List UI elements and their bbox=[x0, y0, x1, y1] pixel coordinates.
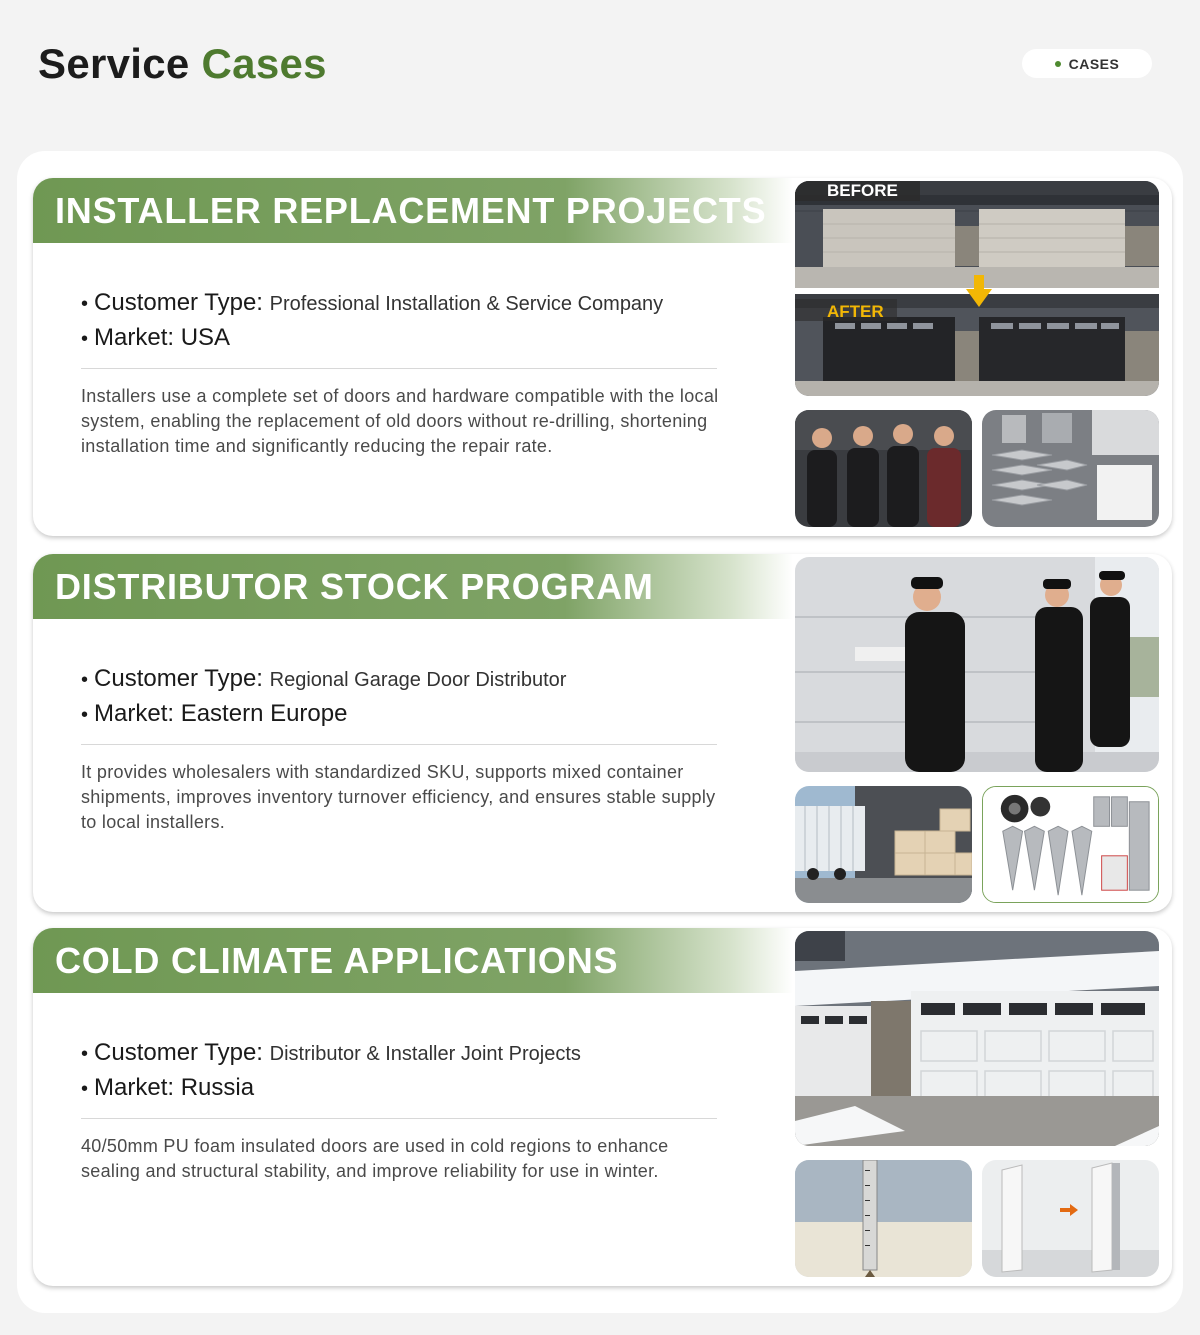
case-info bbox=[81, 286, 721, 356]
cases-badge bbox=[1022, 49, 1152, 78]
page-title-main: Service bbox=[38, 40, 190, 87]
after-label: AFTER bbox=[827, 302, 884, 321]
case-description: It provides wholesalers with standardized SKU, supports mixed container shipments, improves inventory turnover efficiency, and ensures stable supply to local installers. bbox=[81, 762, 716, 832]
case-title: DISTRIBUTOR STOCK PROGRAM bbox=[55, 566, 654, 607]
customer-type-value: Regional Garage Door Distributor bbox=[269, 669, 567, 691]
market-line: • Market: USA bbox=[81, 324, 231, 351]
case-header bbox=[33, 554, 793, 619]
container-warehouse-photo bbox=[795, 786, 972, 903]
customer-type-label: Customer Type: bbox=[94, 665, 263, 692]
case-info bbox=[81, 1036, 721, 1106]
customer-type-label: Customer Type: bbox=[94, 289, 263, 316]
customer-type-line: • Customer Type: Regional Garage Door Distributor bbox=[81, 665, 567, 692]
customer-type-value: Distributor & Installer Joint Projects bbox=[269, 1043, 581, 1065]
page-title-accent: Cases bbox=[201, 40, 327, 87]
case-header bbox=[33, 928, 793, 993]
market-label: Market: Russia bbox=[94, 1074, 255, 1101]
hardware-parts-photo bbox=[982, 410, 1159, 527]
market-label: Market: USA bbox=[94, 324, 231, 351]
divider bbox=[81, 1118, 717, 1119]
market-line: • Market: Eastern Europe bbox=[81, 700, 348, 727]
case-info bbox=[81, 662, 721, 732]
installers-working-photo bbox=[795, 557, 1159, 772]
customer-type-line: • Customer Type: Distributor & Installer Joint Projects bbox=[81, 1039, 581, 1066]
case-card-cold-climate bbox=[33, 928, 1172, 1286]
case-card-distributor bbox=[33, 554, 1172, 912]
market-label: Market: Eastern Europe bbox=[94, 700, 348, 727]
foam-thickness-photo bbox=[795, 1160, 972, 1277]
before-label: BEFORE bbox=[827, 181, 898, 200]
snowy-garage-photo bbox=[795, 931, 1159, 1146]
badge-dot-icon bbox=[1055, 61, 1061, 67]
installer-team-photo bbox=[795, 410, 972, 527]
case-description: 40/50mm PU foam insulated doors are used in cold regions to enhance sealing and structural stability, and improve reliability for use in winter. bbox=[81, 1136, 669, 1181]
hardware-kit-photo bbox=[982, 786, 1159, 903]
case-card-installer bbox=[33, 178, 1172, 536]
case-title: INSTALLER REPLACEMENT PROJECTS bbox=[55, 190, 767, 231]
divider bbox=[81, 744, 717, 745]
page-title bbox=[38, 40, 327, 88]
customer-type-value: Professional Installation & Service Company bbox=[269, 293, 664, 315]
case-header bbox=[33, 178, 793, 243]
customer-type-line: • Customer Type: Professional Installation & Service Company bbox=[81, 289, 664, 316]
market-line: • Market: Russia bbox=[81, 1074, 255, 1101]
case-title: COLD CLIMATE APPLICATIONS bbox=[55, 940, 619, 981]
before-after-photo bbox=[795, 181, 1159, 396]
panel-cross-section-photo bbox=[982, 1160, 1159, 1277]
divider bbox=[81, 368, 717, 369]
customer-type-label: Customer Type: bbox=[94, 1039, 263, 1066]
badge-label: CASES bbox=[1068, 55, 1120, 72]
case-description: Installers use a complete set of doors and hardware compatible with the local system, enabling the replacement of old doors without re-drilling, shortening installation time and significantly reducing the repair rate. bbox=[81, 386, 719, 456]
